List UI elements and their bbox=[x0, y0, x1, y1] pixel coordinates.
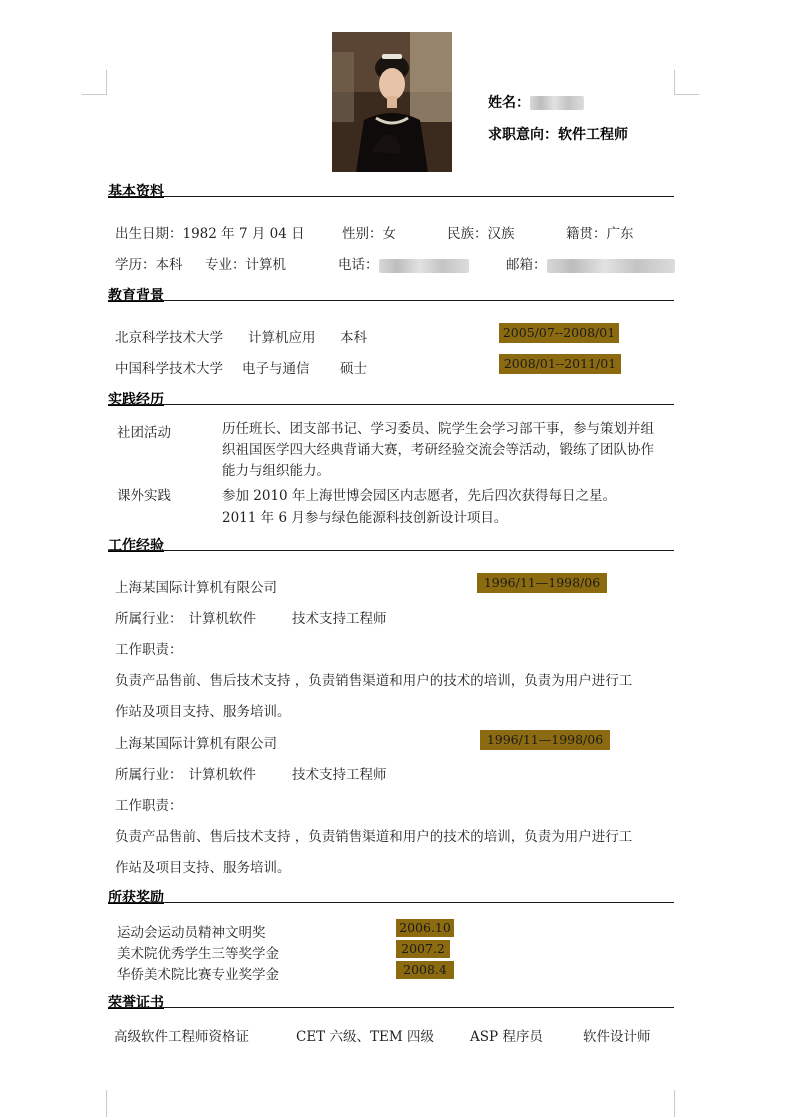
section-title-work: 工作经验 bbox=[108, 538, 164, 554]
certificate-item: ASP 程序员 bbox=[470, 1029, 543, 1045]
practice-text: 历任班长、团支部书记、学习委员、院学生会学习部干事，参与策划并组织祖国医学四大经典背诵大赛，考研经验交流会等活动，锻练了团队协作能力与组织能力。 bbox=[222, 421, 654, 479]
practice-label: 社团活动 bbox=[117, 425, 171, 441]
edu-period-tag: 2005/07--2008/01 bbox=[499, 323, 619, 343]
edu-school: 中国科学技术大学 bbox=[115, 361, 223, 377]
job-position: 技术支持工程师 bbox=[292, 611, 387, 627]
job-industry-label: 所属行业： bbox=[115, 767, 183, 783]
section-rule bbox=[108, 404, 674, 405]
crop-mark-top-left bbox=[82, 70, 107, 95]
job-duty-line: 负责产品售前、售后技术支持 ，负责销售渠道和用户的技术的培训，负责为用户进行工 bbox=[115, 829, 633, 845]
certificate-item: CET 六级、TEM 四级 bbox=[296, 1029, 434, 1045]
edu-major: 计算机应用 bbox=[248, 330, 316, 346]
email-redacted bbox=[547, 259, 675, 273]
award-name: 美术院优秀学生三等奖学金 bbox=[117, 946, 279, 962]
job-position: 技术支持工程师 bbox=[292, 767, 387, 783]
section-rule bbox=[108, 550, 674, 551]
certificate-item: 高级软件工程师资格证 bbox=[114, 1029, 249, 1045]
edu-degree: 硕士 bbox=[340, 361, 367, 377]
job-period-tag: 1996/11—1998/06 bbox=[477, 573, 607, 593]
job-duty-label: 工作职责： bbox=[115, 798, 183, 814]
job-duty-line: 作站及项目支持、服务培训。 bbox=[115, 704, 291, 720]
birth-date: 出生日期：1982 年 7 月 04 日 bbox=[115, 226, 305, 242]
edu-school: 北京科学技术大学 bbox=[115, 330, 223, 346]
job-industry-row bbox=[115, 607, 387, 627]
crop-mark-bottom-right bbox=[674, 1090, 699, 1117]
award-date-tag: 2007.2 bbox=[396, 940, 450, 958]
section-title-awards: 所获奖励 bbox=[108, 890, 164, 906]
award-name: 运动会运动员精神文明奖 bbox=[117, 925, 266, 941]
objective-label: 求职意向： bbox=[488, 127, 558, 143]
section-title-basic: 基本资料 bbox=[108, 184, 164, 200]
gender: 性别：女 bbox=[342, 226, 396, 242]
crop-mark-top-right bbox=[674, 70, 699, 95]
section-title-education: 教育背景 bbox=[108, 288, 164, 304]
phone-redacted bbox=[379, 259, 469, 273]
job-industry: 计算机软件 bbox=[188, 611, 256, 627]
email-label: 邮箱： bbox=[506, 257, 547, 273]
section-rule bbox=[108, 300, 674, 301]
edu-period-tag: 2008/01--2011/01 bbox=[499, 354, 621, 374]
section-rule bbox=[108, 1007, 674, 1008]
certificate-item: 软件设计师 bbox=[583, 1029, 651, 1045]
degree: 学历：本科 bbox=[115, 257, 183, 273]
objective-value: 软件工程师 bbox=[558, 127, 628, 143]
job-duty-line: 作站及项目支持、服务培训。 bbox=[115, 860, 291, 876]
native-place: 籍贯：广东 bbox=[566, 226, 634, 242]
name-redacted bbox=[530, 96, 584, 110]
email-row bbox=[506, 253, 675, 273]
ethnicity: 民族：汉族 bbox=[447, 226, 515, 242]
crop-mark-bottom-left bbox=[82, 1090, 107, 1117]
section-rule bbox=[108, 196, 674, 197]
practice-text: 2011 年 6 月参与绿色能源科技创新设计项目。 bbox=[222, 510, 508, 526]
section-rule bbox=[108, 902, 674, 903]
job-duty-label: 工作职责： bbox=[115, 642, 183, 658]
job-company: 上海某国际计算机有限公司 bbox=[115, 580, 277, 596]
name-row bbox=[488, 92, 584, 112]
phone-row bbox=[338, 253, 469, 273]
job-duty-line: 负责产品售前、售后技术支持 ，负责销售渠道和用户的技术的培训，负责为用户进行工 bbox=[115, 673, 633, 689]
name-label: 姓名： bbox=[488, 95, 530, 111]
job-industry-row bbox=[115, 763, 387, 783]
award-date-tag: 2008.4 bbox=[396, 961, 454, 979]
practice-text: 参加 2010 年上海世博会园区内志愿者，先后四次获得每日之星。 bbox=[222, 488, 616, 504]
major: 专业：计算机 bbox=[205, 257, 286, 273]
job-company: 上海某国际计算机有限公司 bbox=[115, 736, 277, 752]
edu-major: 电子与通信 bbox=[242, 361, 310, 377]
award-date-tag: 2006.10 bbox=[396, 919, 454, 937]
objective-row bbox=[488, 124, 628, 144]
section-title-certificates: 荣誉证书 bbox=[108, 995, 164, 1011]
job-industry-label: 所属行业： bbox=[115, 611, 183, 627]
practice-label: 课外实践 bbox=[117, 488, 171, 504]
phone-label: 电话： bbox=[338, 257, 379, 273]
job-period-tag: 1996/11—1998/06 bbox=[480, 730, 610, 750]
award-name: 华侨美术院比赛专业奖学金 bbox=[117, 967, 279, 983]
edu-degree: 本科 bbox=[340, 330, 367, 346]
section-title-practice: 实践经历 bbox=[108, 392, 164, 408]
profile-photo bbox=[332, 32, 452, 172]
job-industry: 计算机软件 bbox=[188, 767, 256, 783]
